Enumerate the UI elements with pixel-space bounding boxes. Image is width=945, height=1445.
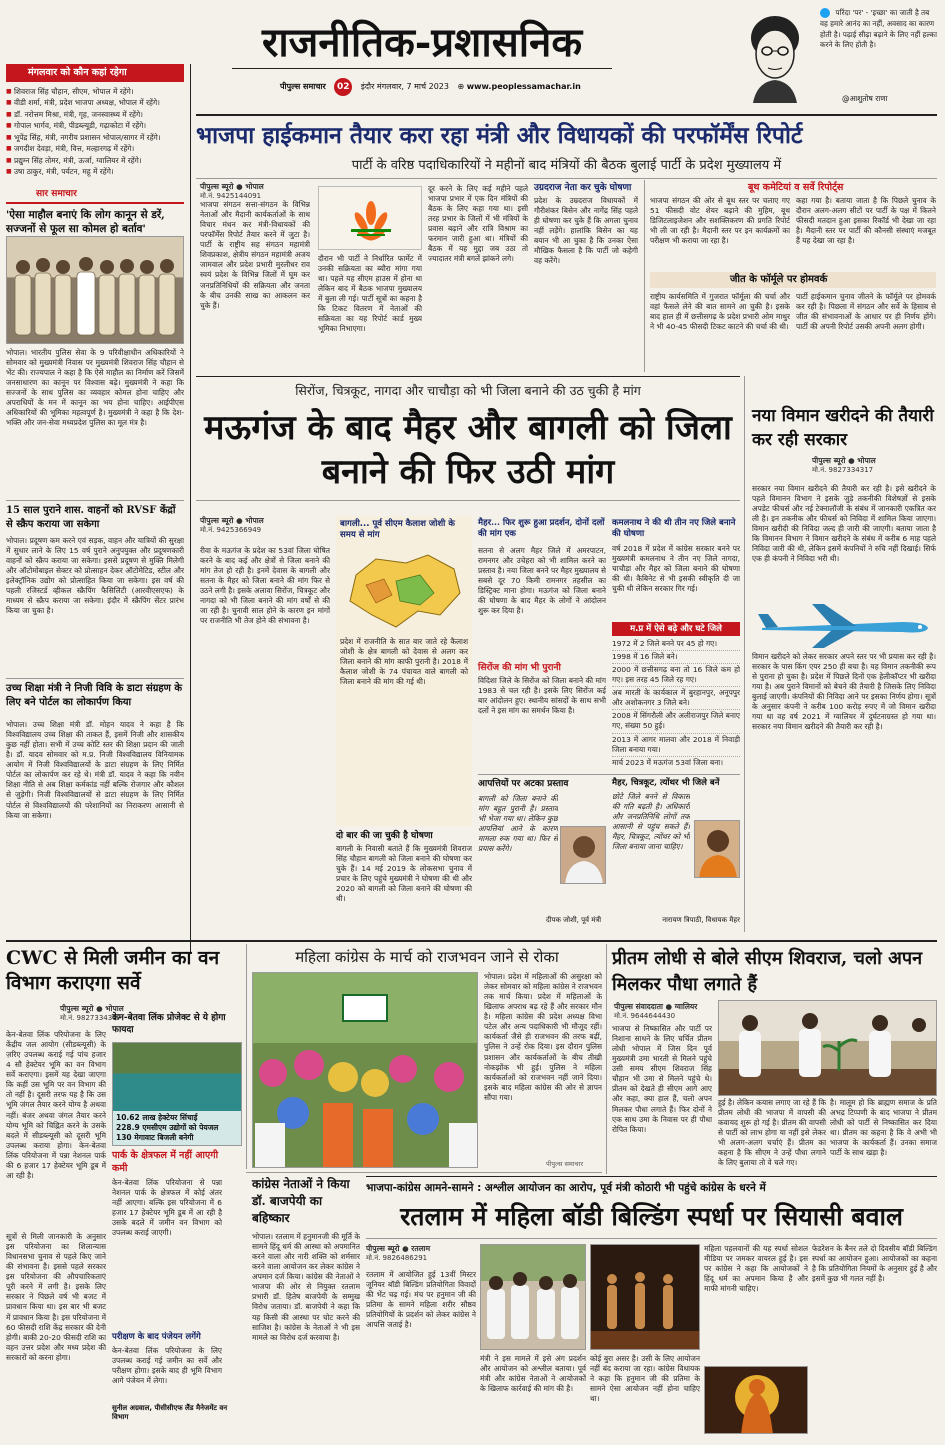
ratlam-headline: रतलाम में महिला बॉडी बिल्डिंग स्पर्धा पर सियासी बवाल <box>400 1202 903 1231</box>
pritam-byline: पीपुल्स संवाददाता ● ग्वालियर <box>614 1002 698 1011</box>
aapatti-name: दीपक जोशी, पूर्व मंत्री <box>546 916 602 924</box>
timeline-item: 2008 में सिंगरौली और अलीराजपुर जिले बनाए गए, संख्या 50 हुई। <box>612 710 740 733</box>
paper-name: पीपुल्स समाचार <box>280 82 326 91</box>
list-item: ■ उषा ठाकुर, मंत्री, पर्यटन, महू में रहेंगे। <box>6 166 184 177</box>
photo-credit: पीपुल्स समाचार <box>546 1160 583 1168</box>
timeline-item: 1998 में 16 जिले बने। <box>612 651 740 664</box>
ratlam-byline: पीपुल्स ब्यूरो ● रतलाम <box>366 1244 431 1253</box>
ratlam-col2: मंत्री ने इस मामले में इसे अंग प्रदर्शन और आयोजन को अश्लील बताया। पूर्व मंत्री और कांग्रेस नेताओं ने आयोजकों के खिलाफ कार्रवाई की मांग की है। <box>480 1354 586 1394</box>
list-item: ■ वीडी शर्मा, मंत्री, प्रदेश भाजपा अध्यक्ष, भोपाल में रहेंगे। <box>6 97 184 108</box>
pritam-headline: प्रीतम लोधी से बोले सीएम शिवराज, चलो अपन मिलकर पौधा लगाते हैं <box>612 948 923 995</box>
women-congress-rally-photo <box>252 972 478 1168</box>
park-heading: पार्क के क्षेत्रफल में नहीं आएगी कमी <box>112 1150 219 1174</box>
plane-headline: नया विमान खरीदने की तैयारी कर रही सरकार <box>752 406 934 450</box>
jeet-heading: जीत के फॉर्मूले पर होमवर्क <box>650 272 936 288</box>
author-sketch <box>735 8 815 103</box>
district-kicker: सिरोंज, चित्रकूट, नागदा और चाचौड़ा को भी जिला बनाने की उठ चुकी है मांग <box>295 383 641 398</box>
rvsf-headline: 15 साल पुराने शास. वाहनों को RVSF केंद्रों से स्क्रैप कराया जा सकेगा <box>6 505 176 530</box>
portal-body: भोपाल। उच्च शिक्षा मंत्री डॉ. मोहन यादव ने कहा है कि विश्वविद्यालय उच्च शिक्षा की ताकत हैं, इसमें निजी और शासकीय कुछ नहीं होता। सभी में उच्च कोटि स्तर की शिक्षा प्रदान की जाती है। डॉ. यादव सोमवार को म.प्र. निजी विश्वविद्यालय विनियामक आयोग में निजी विश्वविद्यालयों के डाटा संग्रहण के लिए निर्मित पोर्टल का लोकार्पण कर रहे थे। मंत्री डॉ. यादव ने कहा कि नवीन शिक्षा नीति से अब शिक्षा कर्मकांड नहीं बल्कि रोजगार और कौशल से जुड़ेगी। निजी विश्वविद्यालयों से डाटा संग्रहण के लिए निर्मित पोर्टल से विश्वविद्यालयों की परेशानियों का निराकरण आसानी से किया जा सकेगा। <box>6 720 184 820</box>
park-text: केन-बेतवा लिंक परियोजना से पन्ना नेशनल पार्क के क्षेत्रफल में कोई अंतर नहीं आएगा। बल्कि इस परियोजना में 6 हजार 17 हेक्टेयर भूमि डूब में आ रही है उसके बदले में जमीन वन विभाग को उपलब्ध कराई जाएगी। <box>112 1178 222 1238</box>
sironj-heading: सिरोंज की मांग भी पुरानी <box>478 663 561 673</box>
narayan-tripathi-photo <box>694 820 740 878</box>
plane-body: सरकार नया विमान खरीदने की तैयारी कर रही है। इसे खरीदने के पहले विमानन विभाग ने इसके जुड़े तकनीकी विशेषज्ञों से इसके अपडेट फीचर्स और नई टेक्नालॉजी के संबंध में जानकारी एकत्रित कर ली है। इन तकनीक और फीचर्स को निविदा में शामिल किया जाएगा। विमान खरीदी की निविदा जल्द ही जारी की जाएगी। बताया जाता है कि विमानन विभाग ने विमान खरीदने के संबंध में करीब 6 माह पहले निविदा जारी की थी, लेकिन इसमें कंपनियों ने रुचि नहीं दिखाई। सिर्फ एक ही कंपनी ने निविदा भरी थी। <box>752 484 936 564</box>
list-item: ■ भूपेंद्र सिंह, मंत्री, नगरीय प्रशासन भोपाल/सागर में रहेंगे। <box>6 132 184 143</box>
saar-body: भोपाल। भारतीय पुलिस सेवा के 9 परिवीक्षाधीन अधिकारियों ने सोमवार को मुख्यमंत्री निवास पर मुख्यमंत्री शिवराज सिंह चौहान से भेंट की। राज्यपाल ने कहा है कि ऐसे माहौल का निर्माण करें जिसमें जनसाधारण का कानून पर विश्वास बढ़े। मुख्यमंत्री ने कहा कि सज्जनों के साथ पुलिस का व्यवहार कोमल होना चाहिए और अपराधियों के मन में कानून का भय होना चाहिए। आईपीएस अधिकारियों की भूमिका महत्वपूर्ण है। मुख्यमंत्री ने कहा है कि देश-भक्ति और जन-सेवा मध्यप्रदेश पुलिस का मूल मंत्र है। <box>6 348 184 428</box>
women-congress-body: भोपाल। प्रदेश में महिलाओं की असुरक्षा को लेकर सोमवार को महिला कांग्रेस ने राजभवन तक मार्च किया। प्रदेश में महिलाओं के खिलाफ अपराध बढ़ रहे हैं और सरकार मौन है। महिला कांग्रेस की प्रदेश अध्यक्ष विभा पटेल और अन्य पदाधिकारी भी मौजूद रहीं। कार्यकर्ता जैसे ही राजभवन की तरफ बढ़ीं, पुलिस ने उन्हें रोक दिया। इस दौरान पुलिस प्रशासन और कार्यकर्ताओं के बीच तीखी नोकझोंक भी हुई। पुलिस ने महिला कार्यकर्ताओं को राजभवन नहीं जाने दिया। इसके बाद महिला कांग्रेस की ओर से ज्ञापन सौंपा गया। <box>484 972 602 1102</box>
list-item: ■ जगदीश देवड़ा, मंत्री, वित्त, मल्हारगढ़ में रहेंगे। <box>6 143 184 154</box>
survey-check-heading: परीक्षण के बाद पंजेयन लगेंगे <box>112 1332 201 1342</box>
rvsf-body: भोपाल। प्रदूषण कम करने एवं सड़क, वाहन और यात्रियों की सुरक्षा में सुधार लाने के लिए 15 वर्ष पुराने अनुपयुक्त और प्रदूषणकारी वाहनों को स्क्रैप कराया जा सकेगा। इससे प्रदूषण से मुक्ति मिलेगी और ऑटोमोबाइल सेक्टर को प्रोत्साहन देकर ऑटोमेटिड, स्टील और इलेक्ट्रॉनिक उद्योग को प्रोत्साहित किया जा सकेगा। इस वर्ष की पहली रजिस्टर्ड व्हीकल स्क्रैपिंग फैसिलिटी (आरवीएसएफ) के माध्यम से स्क्रैप कराया जा सकेगा। इंदौर में स्क्रैपिंग सेंटर प्रारंभ किया जा चुका है। <box>6 536 184 616</box>
lead-byline: पीपुल्स ब्यूरो ● भोपाल <box>200 182 264 191</box>
police-officers-photo <box>6 236 184 344</box>
timeline-item: मार्च 2023 में मऊगंज 53वां जिला बना। <box>612 757 724 767</box>
bodybuilding-stage-photo <box>590 1244 700 1350</box>
survey-col1: भाजपा संगठन की ओर से बूथ स्तर पर चलाए गए 51 फीसदी वोट शेयर बढ़ाने की मुहिम, बूथ डिजिटलाइजेशन और सशक्तिकरण की प्रगति रिपोर्ट भी ली जा रही है। मैदानी स्तर पर इन कार्यक्रमों का परीक्षण भी कराया जा रहा है। <box>650 196 790 246</box>
cwc-mobile: मो.नं. 9827334317 <box>60 1014 122 1023</box>
survey-heading: बूथ कमेटियां व सर्वे रिपोर्ट्स <box>748 182 844 193</box>
map-box <box>336 516 472 826</box>
district-map <box>336 545 472 635</box>
who-where-list <box>6 86 184 178</box>
cwc-byline: पीपुल्स ब्यूरो ● भोपाल <box>60 1004 124 1013</box>
survey-col2: कहा गया है। बताया जाता है कि पिछले चुनाव के दौरान अलग-अलग सीटों पर पार्टी के पक्ष में कितने फीसदी मतदान हुआ इसका रिकॉर्ड भी देखा जा रहा है। मैदानी स्तर पर पार्टी की कौनसी संस्थाएं मजबूत हैं यह देखा जा रहा है। <box>796 196 936 246</box>
survey-check-name: सुनील अग्रवाल, पीसीसीएफ लैंड मैनेजमेंट वन विभाग <box>112 1404 228 1422</box>
pritam-body3: है। मालूम हो कि ब्राह्मण समाज के प्रति अभद्र टिप्पणी के बाद भाजपा ने प्रीतम लोधी को पार्टी से निष्कासित कर दिया था। प्रीतम का कहना है कि वे अभी भी भाजपा के कार्यकर्ता हैं। उनका समाज पार्टी के साथ खड़ा है। <box>830 1098 937 1158</box>
globe-icon: ⊕ <box>457 82 465 91</box>
district-headline: मऊगंज के बाद मैहर और बागली को जिला बनाने की फिर उठी मांग <box>204 408 732 492</box>
portal-headline: उच्च शिक्षा मंत्री ने निजी विवि के डाटा संग्रहण के लिए बने पोर्टल का लोकार्पण किया <box>6 683 183 708</box>
maihar-chitrakoot-heading: मैहर, चित्रकूट, त्योंथर भी जिले बनें <box>612 778 720 788</box>
ken-betwa-box-heading: केन-बेतवा लिंक प्रोजेक्ट से ये होगा फायदा <box>112 1013 226 1036</box>
quote-text: परिंदा 'पर' - 'इच्छा' का जाती है तब वह हमारे आनंद का नहीं, अवसाद का कारण होती है। पढ़ाई सीढ़ा बढ़ाने के लिए नहीं हल्का करने के लिए होती है। <box>820 8 937 50</box>
list-item: ■ शिवराज सिंह चौहान, सीएम, भोपाल में रहेंगे। <box>6 86 184 97</box>
aapatti-quote: बागली को जिला बनाने की मांग बहुत पुरानी है। प्रस्ताव भी भेजा गया था। लेकिन कुछ आपत्तियां आने के कारण मामला रुक गया था। फिर से प्रयास करेंगे। <box>478 794 558 854</box>
lead-col2: दौरान भी पार्टी ने निर्धारित फार्मेट में उनकी सक्रियता का ब्यौरा मांगा गया था। पहले यह सीएम हाउस में होना था लेकिन बाद में बैठक भाजपा मुख्यालय में बुला ली गई। पार्टी सूत्रों का कहना है कि टिकट वितरण में नेताओं की सक्रियता का यह रिपोर्ट कार्ड मुख्य भूमिका निभाएगा। <box>318 254 422 334</box>
maihar-heading: मैहर... फिर शुरू हुआ प्रदर्शन, दोनों दलों की मांग एक <box>478 518 605 540</box>
timeline-heading: म.प्र में ऐसे बढ़े और घटे जिले <box>612 622 740 636</box>
timeline-item: 2013 में आगर मालवा और 2018 में निवाड़ी जिला बनाया गया। <box>612 734 740 757</box>
list-item: ■ प्रद्युम्न सिंह तोमर, मंत्री, ऊर्जा, ग्वालियर में रहेंगे। <box>6 155 184 166</box>
bjp-logo-image <box>318 186 422 250</box>
lead-col4: प्रदेश के उम्रदराज विधायकों में गौरीशंकर बिसेन और नागेंद्र सिंह पहले ही घोषणा कर चुके हैं कि अगला चुनाव नहीं लड़ेंगे। हालांकि बिसेन का यह बयान भी आ चुका है कि उनका ऐसा मौखिक फैसला है कि पार्टी जो कहेगी वह करेंगे। <box>534 196 638 266</box>
plane-mobile: मो.नं. 9827334317 <box>812 466 874 475</box>
who-where-heading: मंगलवार को कौन कहां रहेगा <box>6 64 184 82</box>
survey-col3: राष्ट्रीय कार्यसमिति में गुजरात फॉर्मूला की चर्चा और वहां फैसले लेने की बात सामने आ चुकी है। इसके बाद हाल ही में छत्तीसगढ़ के प्रदेश प्रभारी ओम माथुर ने भी 40-45 फीसदी टिकट काटने की चर्चा की थी। <box>650 292 790 332</box>
lead-mobile: मो.नं. 9425144091 <box>200 192 262 201</box>
plane-byline: पीपुल्स ब्यूरो ● भोपाल <box>812 456 876 465</box>
timeline-item: 1972 में 2 जिले बनने पर 45 हो गए। <box>612 638 740 651</box>
ratlam-col4: महिला पहलवानों की यह स्पर्धा सोशल मीडिया पर जमकर वायरल हुई है। इस पर कांग्रेस ने कहा कि आयोजकों ने हिंदू धर्म का अपमान किया है और माफी मांगनी चाहिए। <box>704 1244 808 1294</box>
survey-col4: पार्टी हाईकमान चुनाव जीतने के फॉर्मूले पर होमवर्क कर रही है। पिछला में संगठन और सर्वे के हिसाब से जीत की संभावनाओं के आधार पर ही निर्णय होंगे। पार्टी की अपनी रिपोर्ट उसकी अपनी अलग होगी। <box>796 292 936 332</box>
district-col1: रीवा के मऊगंज के प्रदेश का 53वां जिला घोषित करने के बाद कई और क्षेत्रों से जिला बनाने की मांग तेज हो रही है। इनमें देवास के बागली और सतना के मैहर को जिला बनाने की मांग फिर से उठने लगी है। इसके अलावा सिरोंज, चित्रकूट और नागदा को भी जिला बनाने की मांग वर्षों से की जा रही है। चुनावी साल होने के कारण इन मांगों पर राजनीति भी तेज होने की संभावना है। <box>200 546 330 626</box>
timeline-item: 2000 में छत्तीसगढ़ बना तो 16 जिले कम हो गए। इस तरह 45 जिले रह गए। <box>612 664 740 687</box>
district-timeline <box>612 638 740 772</box>
timeline-item: अब मारती के कार्यकाल में बुरहानपुर, अनूपपुर और अशोकनगर 3 जिले बने। <box>612 687 740 710</box>
bajpai-headline: कांग्रेस नेताओं ने किया डॉ. बाजपेयी का बहिष्कार <box>252 1177 350 1225</box>
ratlam-col3: कोई बुरा असर है। उसी के लिए आयोजन नहीं बंद कराया जा रहा। कांग्रेस विधायक ने कहा कि हनुमान जी की प्रतिमा के सामने ऐसा आयोजन नहीं होना चाहिए था। <box>590 1354 700 1404</box>
pritam-body2: हुई है। लेकिन कयास लगाए जा रहे हैं कि प्रीतम लोधी की भाजपा में वापसी की कवायद शुरू हो गई है। प्रीतम की वापसी से पार्टी को लाभ होगा या नहीं इसे लेकर भी अलग-अलग चर्चाएं हैं। प्रीतम का कहना है कि सीएम ने उन्हें पौधा लगाने के लिए बुलाया तो वे चले गए। <box>718 1098 826 1168</box>
twice-text: बागली के निवासी बताते हैं कि मुख्यमंत्री शिवराज सिंह चौहान बागली को जिला बनाने की घोषणा कर चुके हैं। 14 मई 2019 के लोकसभा चुनाव में प्रचार के लिए पहुंचे मुख्यमंत्री ने घोषणा की थी और 2020 को बागली को जिला बनाने की घोषणा की थी। <box>336 844 472 904</box>
stat-item: 130 मेगावाट बिजली बनेगी <box>116 1132 194 1142</box>
quote-author: @आशुतोष राणा <box>842 94 888 103</box>
lead-deck: पार्टी के वरिष्ठ पदाधिकारियों ने महीनों बाद मंत्रियों की बैठक बुलाई पार्टी के प्रदेश मुख्यालय में <box>351 158 782 173</box>
ratlam-mobile: मो.नं. 9826486291 <box>366 1254 428 1263</box>
map-text: प्रदेश में राजनीति के सात बार जाते रहे कैलाश जोशी के क्षेत्र बागली को देवास से अलग कर जिला बनाने की मांग काफी पुरानी है। 2018 में कैलाश जोशी के 74 पंचायत वाले बागली को जिला बनाने की मांग की गई थी। <box>340 636 468 687</box>
plane-body2: विमान खरीदने को लेकर सरकार अपने स्तर पर भी प्रयास कर रही है। सरकार के पास किंग एयर 250 ही बचा है। यह विमान तकनीकी रूप से पुराना हो चुका है। प्रदेश में पिछले दिनों एक हेलीकॉप्टर भी खरीदा गया है। अब पुराने विमानों को बेचने की तैयारी है जिसके लिए निविदा बुलाई जाएगी। कंपनियों की निविदा आने पर इसका निर्णय होगा। सूत्रों के अनुसार कंपनी ने करीब 100 करोड़ रुपए में जो विमान खरीदा गया था वह वर्ष 2021 में ग्वालियर में दुर्घटनाग्रस्त हो गया था। सरकार नया विमान खरीदने की तैयारी कर रही है। <box>752 652 936 732</box>
maihar-text: सतना से अलग मैहर जिले में अमरपाटन, रामनगर और उचेहरा को भी शामिल करने का प्रस्ताव है। नया जिला बनने पर मैहर मुख्यालय से सबसे दूर 70 किमी रामनगर तहसील का डिस्ट्रिक्ट माना होगा। मऊगंज को जिला बनाने की घोषणा के बाद मैहर के लोगों ने आंदोलन शुरू कर दिया है। <box>478 546 606 616</box>
stat-item: 228.9 एमसीएम उद्योगों को पेयजल <box>116 1122 219 1132</box>
hanuman-idol-photo <box>704 1366 808 1434</box>
page-section-title: राजनीतिक-प्रशासनिक <box>261 19 583 66</box>
survey-check-text: केन-बेतवा लिंक परियोजना के लिए उपलब्ध कराई गई जमीन का सर्वे और परीक्षण होगा। इसके बाद ही भूमि विभाग आगे पंजेयन में लेगा। <box>112 1346 222 1386</box>
bajpai-body: भोपाल। रतलाम में हनुमानजी की मूर्ति के सामने हिंदू धर्म की आस्था को अपमानित करने वाला और नारी शक्ति को शर्मसार करने वाला आयोजन कर लेकर कांग्रेस ने अपमान दर्ज किया। कांग्रेस की नेताओं ने भाजपा की ओर से नियुक्त रतलाम प्रभारी डॉ. हितेष बाजपेयी के सम्मुख विरोध जताया। डॉ. बाजपेयी ने कहा कि यह किसी की आस्था पर चोट करने की साजिश है। कांग्रेस के नेताओं ने भी इस मामले का विरोध दर्ज करवाया है। <box>252 1232 360 1342</box>
airplane-image <box>752 600 936 650</box>
sironj-text: विदिशा जिले के सिरोंज को जिला बनाने की मांग 1983 से चल रही है। इसके लिए सिरोंज कई बार आंदोलन हुए। स्थानीय सांसदों के साथ सभी दलों ने इस मांग का समर्थन किया है। <box>478 676 606 716</box>
ratlam-col5: फेडरेशन के बैनर तले दो दिवसीय बॉडी बिल्डिंग स्पर्धा का आयोजन हुआ। आयोजकों का कहना है कि प्रतियोगिता नियमों के अनुसार हुई है और इसमें कुछ भी गलत नहीं है। <box>812 1244 937 1284</box>
stat-item: 10.62 लाख हेक्टेयर सिंचाई <box>116 1112 198 1122</box>
district-byline: पीपुल्स ब्यूरो ● भोपाल <box>200 516 264 525</box>
cwc-body: केन-बेतवा लिंक परियोजना के लिए केंद्रीय जल आयोग (सीडब्ल्यूसी) के ज़रिए उपलब्ध कराई गई पांच हजार 4 सौ हेक्टेयर भूमि का वन विभाग सर्वे कराएगा। इसमें यह देखा जाएगा कि कहीं उस भूमि पर वन विभाग की तो नहीं है। दूसरी तरफ यह है कि उस भूमि जंगल तैयार करने योग्य है अथवा नहीं। बंजर अथवा जंगल तैयार करने योग्य भूमि को चिह्नित करने के उसके बदले में सीडब्ल्यूसी को दूसरी भूमि उपलब्ध कराया होगा। केन-बेतवा लिंक परियोजना में पन्ना नेशनल पार्क की 6 हजार 17 हेक्टेयर भूमि डूब में आ रही है। <box>6 1030 106 1180</box>
dateline: इंदौर मंगलवार, 7 मार्च 2023 <box>360 82 449 91</box>
cwc-headline: CWC से मिली जमीन का वन विभाग कराएगा सर्वे <box>6 947 220 994</box>
website-link[interactable]: www.peoplessamachar.in <box>466 82 581 91</box>
aapatti-heading: आपत्तियों पर अटका प्रस्ताव <box>478 779 569 789</box>
ratlam-col1: रतलाम में आयोजित हुई 13वीं मिस्टर जूनियर बॉडी बिल्डिंग प्रतियोगिता विवादों की भेंट चढ़ गई। मंच पर हनुमान जी की प्रतिमा के सामने महिला शरीर सौष्ठव प्रतियोगियों के प्रदर्शन को लेकर कांग्रेस ने आपत्ति जताई है। <box>366 1270 476 1330</box>
stats-overlay <box>113 1111 242 1145</box>
deepak-joshi-photo <box>560 826 606 884</box>
kamalnath-text: वर्ष 2018 में प्रदेश में कांग्रेस सरकार बनने पर मुख्यमंत्री कमलनाथ ने तीन नए जिले नागदा, चाचौड़ा और मैहर को जिला बनाने की घोषणा की थी। कैबिनेट से भी इसकी स्वीकृति दी जा चुकी थी लेकिन सरकार गिर गई। <box>612 544 740 594</box>
list-item: ■ गोपाल भार्गव, मंत्री, पीडब्ल्यूडी, गढ़ाकोटा में रहेंगे। <box>6 120 184 131</box>
saar-label: सार समाचार <box>6 186 184 204</box>
district-mobile: मो.नं. 9425366949 <box>200 526 262 535</box>
maihar-chitrakoot-quote: छोटे जिले बनने से विकास की गति बढ़ती है। अधिकारी और जनप्रतिनिधि लोगों तक आसानी से पहुंच सकते हैं। मैहर, चित्रकूट, त्योंथर को भी जिला बनाया जाना चाहिए। <box>612 792 690 852</box>
plantation-photo <box>718 1000 937 1096</box>
ugra-subhead: उग्रदराज नेता कर चुके घोषणा <box>534 183 632 193</box>
congress-dharna-photo <box>480 1244 586 1350</box>
cwc-body2: सूत्रों से मिली जानकारी के अनुसार इस परियोजना का शिलान्यास विधानसभा चुनाव से पहले किए जाने की संभावना है। इससे पहले सरकार इस परियोजना की औपचारिकताएं पूरी करने में लगी है। इसके लिए सरकार ने पिछले वर्ष भी बजट में प्रावधान किया था। इस बार भी बजट में प्रावधान किया है। इस परियोजना में 60 फीसदी राशि केंद्र सरकार की देनी होगी। बाकी 20-20 फीसदी राशि का वहन उत्तर प्रदेश और मध्य प्रदेश की सरकारों को करना होगा। <box>6 1232 106 1362</box>
twice-heading: दो बार की जा चुकी है घोषणा <box>336 831 433 841</box>
twitter-bird-icon <box>820 8 830 18</box>
list-item: ■ डॉ. नरोत्तम मिश्रा, मंत्री, गृह, जनस्वास्थ्य में रहेंगे। <box>6 109 184 120</box>
ratlam-kicker: अश्लील आयोजन का आरोप, पूर्व मंत्री कोठारी भी पहुंचे कांग्रेस के धरने में <box>484 1182 766 1194</box>
kamalnath-heading: कमलनाथ ने की थी तीन नए जिले बनाने की घोषणा <box>612 518 736 540</box>
ken-betwa-river-photo <box>112 1042 242 1146</box>
ratlam-kicker-label: भाजपा-कांग्रेस आमने-सामने : <box>366 1182 482 1194</box>
lead-col1: भाजपा संगठन सत्ता-संगठन के विभिन्न नेताओं और मैदानी कार्यकर्ताओं के साथ विचार मंथन कर मंत्री-विधायकों की परफॉर्मेंस रिपोर्ट तैयार करने में जुटा है। पार्टी के राष्ट्रीय सह संगठन महामंत्री शिवप्रकाश, क्षेत्रीय संगठन महामंत्री अजय जामवाल और प्रदेश प्रभारी मुरलीधर राव स्वयं प्रदेश के विभिन्न जिलों में घूम कर जनप्रतिनिधियों की सक्रियता और जनता के बीच उनकी साख का आकलन कर चुके हैं। <box>200 200 310 310</box>
saar-headline: 'ऐसा माहौल बनाएं कि लोग कानून से डरें, सज्जनों से फूल सा कोमल हो बर्ताव' <box>6 209 165 236</box>
pritam-mobile: मो.नं. 9644644430 <box>614 1012 676 1021</box>
mla-name: नारायण त्रिपाठी, विधायक मैहर <box>662 916 740 924</box>
map-caption: बागली... पूर्व सीएम कैलाश जोशी के समय से मांग <box>340 519 455 541</box>
who-where-box <box>6 64 184 182</box>
page-number: 02 <box>334 78 352 96</box>
pritam-body: भाजपा से निष्कासित और पार्टी पर निशाना साधने के लिए चर्चित प्रीतम लोधी भोपाल में जिस दिन पूर्व मुख्यमंत्री उमा भारती से मिलने पहुंचे उसी समय सीएम शिवराज सिंह चौहान भी उमा से मिलने पहुंचे थे। प्रीतम को देखते ही सीएम आगे आए और कहा, क्या हाल हैं, चलो अपन मिलकर पौधा लगाते हैं। फिर दोनों ने एक साथ उमा के निवास पर ही पौधा रोपित किया। <box>612 1024 712 1134</box>
lead-col3: दूर करने के लिए कई महीने पहले भाजपा प्रभार में एक दिन मंत्रियों की बैठक के लिए कहा गया था। इसी तरह प्रभार के जिलों में भी मंत्रियों के प्रवास बढ़ाने और रात्रि विश्राम का फरमान जारी हुआ था। मंत्रियों की बैठक में यह मुद्दा जब उठा तो ज्यादातर मंत्री बगलें झांकने लगे। <box>428 184 528 264</box>
women-congress-headline: महिला कांग्रेस के मार्च को राजभवन जाने से रोका <box>295 948 559 966</box>
lead-headline: भाजपा हाईकमान तैयार करा रहा मंत्री और विधायकों की परफॉर्मेंस रिपोर्ट <box>196 122 803 149</box>
